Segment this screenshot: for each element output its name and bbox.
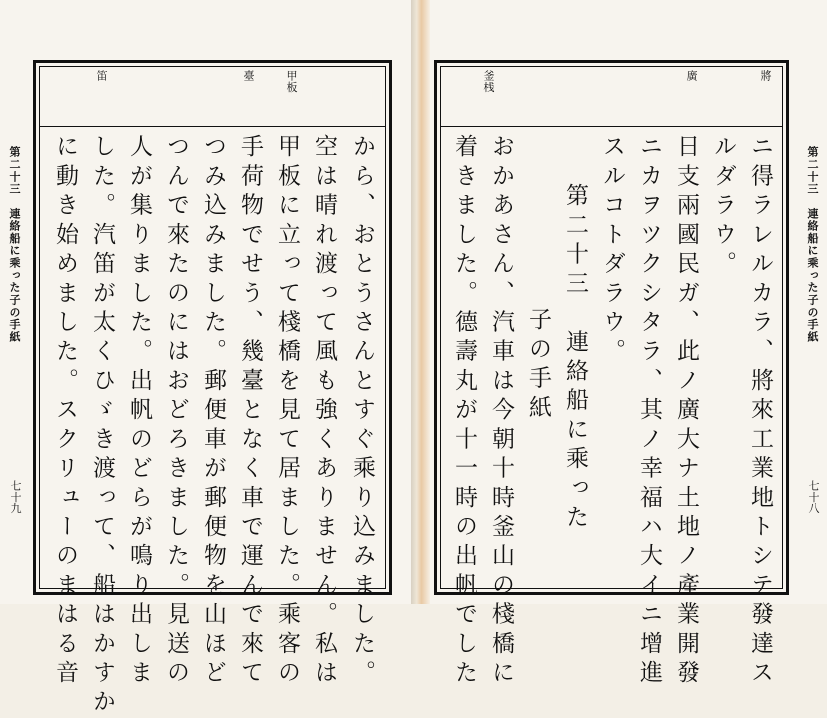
right-col-3: 日支兩國民ガ、此ノ廣大ナ土地ノ產業開發 [673, 134, 699, 689]
right-col-1: ニ得ラレルカラ、將來工業地トシテ發達ス [747, 134, 773, 689]
right-col-2: ルダラウ。 [710, 134, 736, 281]
right-note-3: 釜桟 [482, 70, 495, 94]
right-note-1: 將 [759, 70, 772, 82]
left-page-number: 七十九 [9, 480, 22, 514]
left-col-8: した。汽笛が太くひゞき渡って、船はかすか [89, 134, 115, 718]
book-gutter [411, 0, 430, 604]
right-col-9: 着きました。德壽丸が十一時の出帆でした [451, 134, 477, 689]
left-note-3: 甲板 [285, 70, 298, 94]
right-chapter-heading: 第二十三 連絡船に乘った [562, 183, 588, 534]
right-col-5: スルコトダラウ。 [599, 134, 625, 368]
left-note-2: 臺 [242, 70, 255, 82]
right-page-number: 七十八 [807, 480, 820, 514]
left-col-9: に動き始めました。スクリューのまはる音 [52, 134, 78, 689]
left-note-1: 笛 [95, 70, 108, 82]
left-header-rule [39, 126, 386, 127]
left-col-7: 人が集りました。出帆のどらが鳴り出しま [126, 134, 152, 689]
right-note-2: 廣 [685, 70, 698, 82]
left-col-2: 空は晴れ渡って風も強くありません。私は [311, 134, 337, 689]
right-header-rule [440, 126, 783, 127]
right-col-4: ニカヲツクシタラ、其ノ幸福ハ大イニ增進 [636, 134, 662, 689]
left-col-3: 甲板に立って棧橋を見て居ました。乘客の [274, 134, 300, 689]
right-col-8: おかあさん、汽車は今朝十時釜山の棧橋に [488, 134, 514, 689]
left-col-1: から、おとうさんとすぐ乘り込みました。 [349, 134, 375, 689]
left-col-6: つんで來たのにはおどろきました。見送の [163, 134, 189, 689]
left-col-5: つみ込みました。郵便車が郵便物を山ほど [200, 134, 226, 689]
right-running-title: 第二十三 連絡船に乘った子の手紙 [806, 146, 819, 344]
left-running-title: 第二十三 連絡船に乘った子の手紙 [8, 146, 21, 344]
right-chapter-heading-cont: 子の手紙 [525, 307, 551, 424]
left-col-4: 手荷物でせう、幾臺となく車で運んで來て [237, 134, 263, 689]
